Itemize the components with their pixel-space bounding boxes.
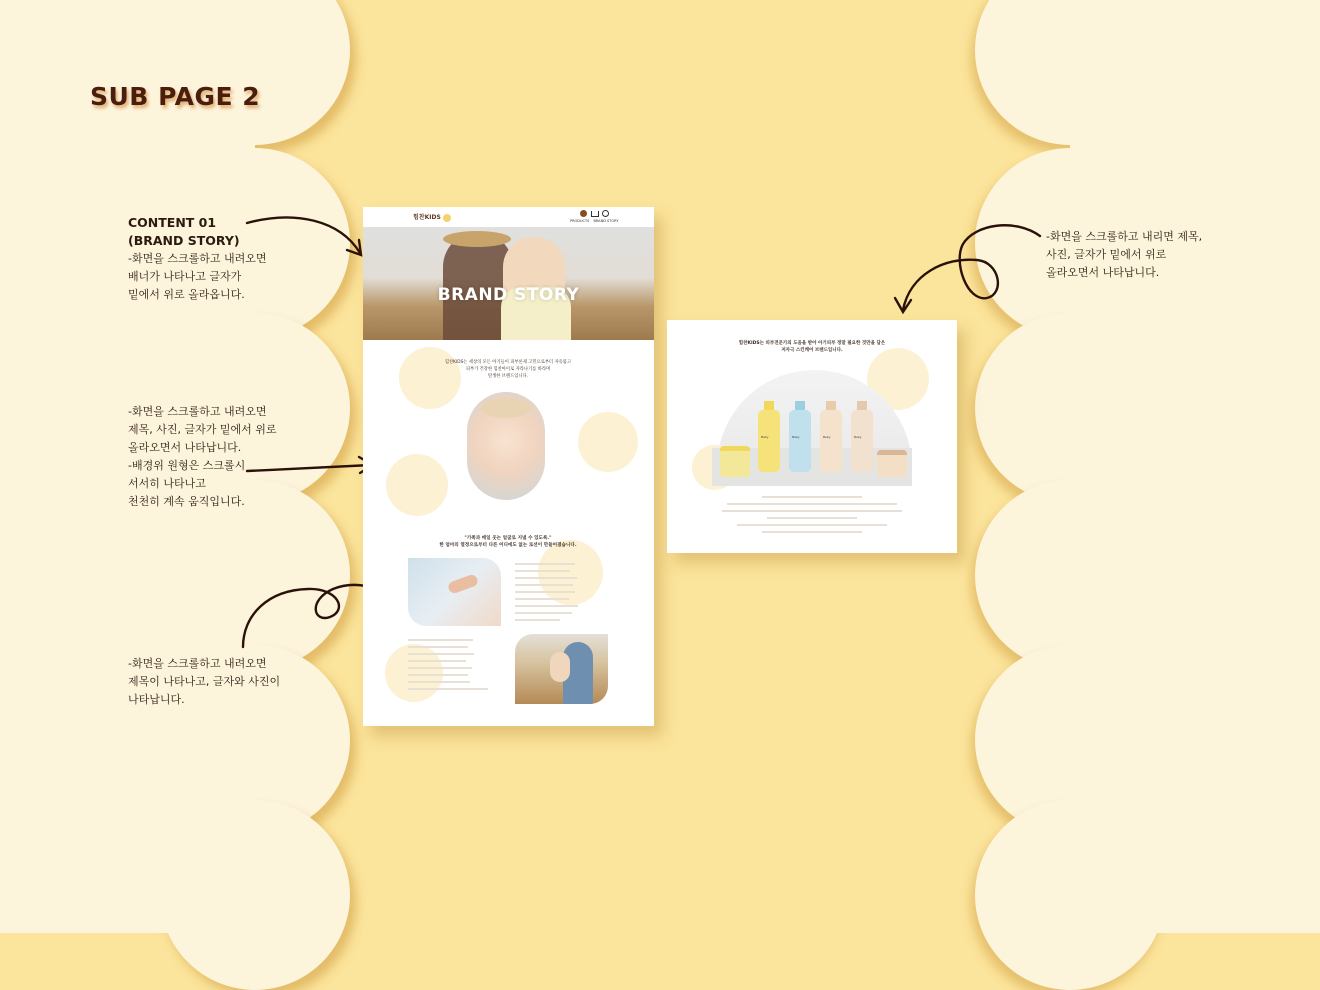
arrow-4-icon: [895, 222, 1045, 322]
bottle-label: Baby: [854, 435, 862, 439]
mockup-icons: [578, 209, 618, 219]
family-photo: [515, 634, 608, 704]
bg-circle-4: [538, 540, 603, 605]
note-scroll-photos: -화면을 스크롤하고 내려오면 제목이 나타나고, 글자와 사진이 나타납니다.: [128, 657, 281, 706]
pump-peach: [857, 401, 867, 410]
bottle-peach: [851, 410, 873, 472]
right-band: [1070, 0, 1320, 933]
text-line: [515, 570, 570, 572]
product-heading: 힘찬KIDS는 피부전문가의 도움을 받아 아기피부 정말 필요한 것만을 담은 저자극 스킨케어 브랜드입니다.: [738, 341, 886, 353]
note-content01-body: -화면을 스크롤하고 내려오면 배너가 나타나고 글자가 밑에서 위로 올라옵니다.: [128, 252, 267, 301]
text-line: [515, 563, 575, 565]
page-title: SUB PAGE 2: [90, 82, 261, 111]
text-line: [767, 517, 857, 519]
quote-text: "가족과 매일 웃는 얼굴로 지낼 수 있도록." 한 엄마의 열정으로부터 다른 어디에도 없는 로션이 만들어졌습니다.: [439, 536, 577, 548]
note-content01-head: CONTENT 01 (BRAND STORY): [128, 215, 240, 248]
bottle-yellow: [758, 410, 780, 472]
baby-hair: [481, 398, 531, 418]
text-line: [762, 496, 862, 498]
text-line: [515, 612, 572, 614]
text-line: [408, 667, 472, 669]
hands-photo: [408, 558, 501, 626]
family-baby: [550, 652, 570, 682]
bottle-label: Baby: [823, 435, 831, 439]
bottle-beige: [820, 410, 842, 472]
pump-blue: [795, 401, 805, 410]
note-right: -화면을 스크롤하고 내리면 제목, 사진, 글자가 밑에서 위로 올라오면서 나타납니다.: [1046, 230, 1203, 279]
pump-beige: [826, 401, 836, 410]
banner-title: BRAND STORY: [437, 285, 580, 305]
cart-icon[interactable]: [591, 211, 599, 217]
text-line: [515, 605, 578, 607]
nav-products[interactable]: PRODUCTS: [570, 219, 590, 223]
pump-yellow: [764, 401, 774, 410]
bottle-label: Baby: [761, 435, 769, 439]
text-line: [515, 584, 573, 586]
mockup-nav: [570, 219, 618, 223]
bottle-label: Baby: [792, 435, 800, 439]
text-line: [408, 639, 473, 641]
product-mockup: [667, 320, 957, 553]
bg-circle-2: [578, 412, 638, 472]
text-line: [408, 674, 468, 676]
cream-jar-right: [877, 450, 907, 477]
text-line: [727, 503, 897, 505]
text-line: [762, 531, 862, 533]
logo-sun-icon: [443, 214, 451, 222]
nav-brand-story[interactable]: BRAND STORY: [593, 219, 619, 223]
mockup-logo[interactable]: 힘찬KIDS: [413, 212, 451, 222]
note-scroll-circles: -화면을 스크롤하고 내려오면 제목, 사진, 글자가 밑에서 위로 올라오면서 나타납니다. -배경위 원형은 스크롤시 서서히 나타나고 천천히 계속 움직입니다.: [128, 405, 277, 508]
user-icon[interactable]: [580, 210, 587, 217]
hat: [443, 231, 511, 247]
text-line: [722, 510, 902, 512]
bg-circle-3: [386, 454, 448, 516]
text-line: [408, 646, 468, 648]
hand: [447, 573, 479, 595]
search-icon[interactable]: [602, 210, 609, 217]
text-line: [408, 653, 474, 655]
brand-story-mockup: [363, 207, 654, 726]
text-line: [408, 681, 470, 683]
bottle-blue: [789, 410, 811, 472]
text-line: [515, 598, 569, 600]
text-line: [515, 577, 577, 579]
banner-image: [363, 227, 654, 340]
text-line: [515, 591, 575, 593]
intro-text: 힘찬KIDS는 세상의 모든 아기들이 피부론제 고민으로부터 자유롭고 피부가 건강한 힘찬아이로 자라나기를 바라며 탄생한 브랜드입니다.: [444, 360, 572, 379]
arrow-1-icon: [245, 215, 375, 265]
baby-portrait: [467, 392, 545, 500]
text-line: [408, 688, 488, 690]
mockup-header: [363, 207, 654, 227]
text-line: [737, 524, 887, 526]
cream-jar-left: [720, 446, 750, 477]
text-line: [408, 660, 466, 662]
text-line: [515, 619, 560, 621]
